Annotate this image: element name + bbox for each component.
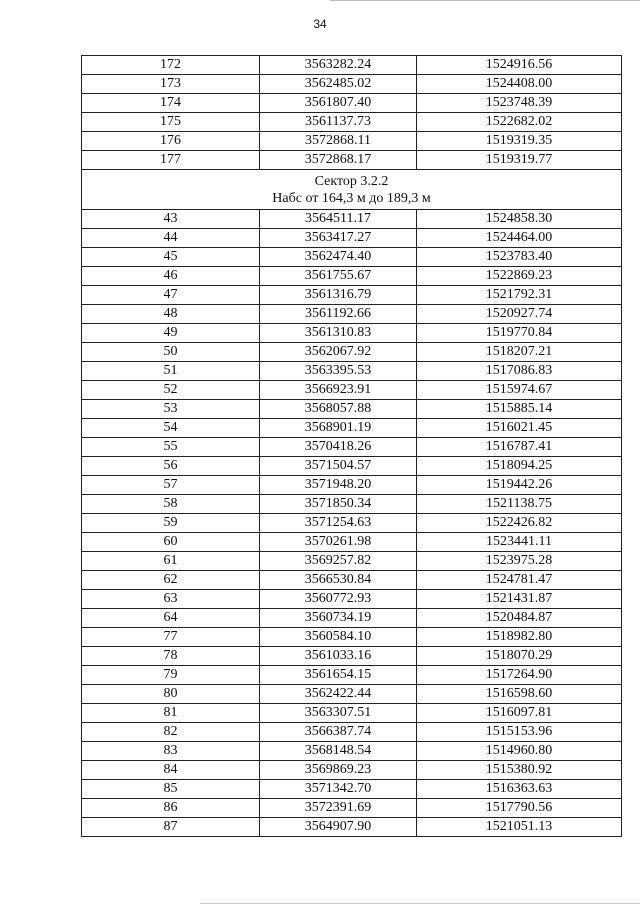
x-coordinate-cell: 3566923.91 [260,381,417,400]
table-row [82,419,622,438]
y-coordinate-cell: 1518982.80 [417,628,622,647]
x-coordinate-cell: 3561310.83 [260,324,417,343]
table-row [82,533,622,552]
point-number-cell: 44 [82,229,260,248]
table-row [82,400,622,419]
point-number-cell: 51 [82,362,260,381]
y-coordinate-cell: 1515885.14 [417,400,622,419]
table-row [82,647,622,666]
y-coordinate-cell: 1524464.00 [417,229,622,248]
x-coordinate-cell: 3571948.20 [260,476,417,495]
table-row [82,381,622,400]
x-coordinate-cell: 3569869.23 [260,761,417,780]
y-coordinate-cell: 1522426.82 [417,514,622,533]
x-coordinate-cell: 3566387.74 [260,723,417,742]
x-coordinate-cell: 3561137.73 [260,113,417,132]
x-coordinate-cell: 3572868.17 [260,151,417,170]
table-row [82,685,622,704]
y-coordinate-cell: 1521051.13 [417,818,622,837]
table-row [82,552,622,571]
x-coordinate-cell: 3561654.15 [260,666,417,685]
x-coordinate-cell: 3563307.51 [260,704,417,723]
y-coordinate-cell: 1524408.00 [417,75,622,94]
point-number-cell: 82 [82,723,260,742]
table-row [82,742,622,761]
sector-subtitle: Набс от 164,3 м до 189,3 м [272,190,431,206]
point-number-cell: 63 [82,590,260,609]
x-coordinate-cell: 3569257.82 [260,552,417,571]
table-row [82,723,622,742]
x-coordinate-cell: 3568057.88 [260,400,417,419]
table-row [82,628,622,647]
y-coordinate-cell: 1516787.41 [417,438,622,457]
point-number-cell: 49 [82,324,260,343]
y-coordinate-cell: 1518207.21 [417,343,622,362]
scan-edge-bottom [200,903,640,904]
x-coordinate-cell: 3568901.19 [260,419,417,438]
y-coordinate-cell: 1516598.60 [417,685,622,704]
point-number-cell: 52 [82,381,260,400]
y-coordinate-cell: 1524781.47 [417,571,622,590]
point-number-cell: 83 [82,742,260,761]
point-number-cell: 175 [82,113,260,132]
table-row [82,457,622,476]
y-coordinate-cell: 1517086.83 [417,362,622,381]
x-coordinate-cell: 3570418.26 [260,438,417,457]
point-number-cell: 81 [82,704,260,723]
table-row [82,56,622,75]
point-number-cell: 47 [82,286,260,305]
y-coordinate-cell: 1520484.87 [417,609,622,628]
x-coordinate-cell: 3568148.54 [260,742,417,761]
table-row [82,75,622,94]
y-coordinate-cell: 1514960.80 [417,742,622,761]
x-coordinate-cell: 3562474.40 [260,248,417,267]
point-number-cell: 43 [82,210,260,229]
point-number-cell: 87 [82,818,260,837]
y-coordinate-cell: 1517790.56 [417,799,622,818]
y-coordinate-cell: 1522869.23 [417,267,622,286]
y-coordinate-cell: 1519319.77 [417,151,622,170]
y-coordinate-cell: 1515380.92 [417,761,622,780]
x-coordinate-cell: 3562422.44 [260,685,417,704]
scan-edge-top [330,0,640,1]
y-coordinate-cell: 1518070.29 [417,647,622,666]
point-number-cell: 77 [82,628,260,647]
sector-header-row [82,170,622,210]
point-number-cell: 57 [82,476,260,495]
point-number-cell: 62 [82,571,260,590]
x-coordinate-cell: 3561807.40 [260,94,417,113]
x-coordinate-cell: 3563395.53 [260,362,417,381]
table-row [82,210,622,229]
point-number-cell: 80 [82,685,260,704]
x-coordinate-cell: 3564511.17 [260,210,417,229]
x-coordinate-cell: 3560584.10 [260,628,417,647]
table-row [82,571,622,590]
x-coordinate-cell: 3564907.90 [260,818,417,837]
point-number-cell: 59 [82,514,260,533]
sector-title: Сектор 3.2.2 [314,173,389,189]
table-row [82,305,622,324]
point-number-cell: 54 [82,419,260,438]
x-coordinate-cell: 3560772.93 [260,590,417,609]
y-coordinate-cell: 1516097.81 [417,704,622,723]
point-number-cell: 48 [82,305,260,324]
x-coordinate-cell: 3571850.34 [260,495,417,514]
x-coordinate-cell: 3571254.63 [260,514,417,533]
x-coordinate-cell: 3572868.11 [260,132,417,151]
table-row [82,761,622,780]
y-coordinate-cell: 1519442.26 [417,476,622,495]
point-number-cell: 61 [82,552,260,571]
point-number-cell: 176 [82,132,260,151]
table-row [82,94,622,113]
x-coordinate-cell: 3561316.79 [260,286,417,305]
y-coordinate-cell: 1521792.31 [417,286,622,305]
point-number-cell: 85 [82,780,260,799]
x-coordinate-cell: 3570261.98 [260,533,417,552]
page-number: 34 [313,17,327,31]
table-row [82,666,622,685]
point-number-cell: 177 [82,151,260,170]
point-number-cell: 53 [82,400,260,419]
table-row [82,799,622,818]
table-row [82,818,622,837]
y-coordinate-cell: 1515153.96 [417,723,622,742]
sector-header-cell [82,170,622,210]
point-number-cell: 84 [82,761,260,780]
point-number-cell: 46 [82,267,260,286]
table-body-bottom [82,210,622,837]
y-coordinate-cell: 1517264.90 [417,666,622,685]
table-row [82,704,622,723]
table-row [82,229,622,248]
x-coordinate-cell: 3561755.67 [260,267,417,286]
x-coordinate-cell: 3571504.57 [260,457,417,476]
table-row [82,151,622,170]
x-coordinate-cell: 3572391.69 [260,799,417,818]
point-number-cell: 79 [82,666,260,685]
point-number-cell: 56 [82,457,260,476]
x-coordinate-cell: 3563282.24 [260,56,417,75]
table-row [82,609,622,628]
table-row [82,362,622,381]
table-row [82,590,622,609]
point-number-cell: 50 [82,343,260,362]
point-number-cell: 86 [82,799,260,818]
x-coordinate-cell: 3561033.16 [260,647,417,666]
table-row [82,248,622,267]
point-number-cell: 58 [82,495,260,514]
x-coordinate-cell: 3560734.19 [260,609,417,628]
y-coordinate-cell: 1518094.25 [417,457,622,476]
table-row [82,495,622,514]
y-coordinate-cell: 1519770.84 [417,324,622,343]
x-coordinate-cell: 3566530.84 [260,571,417,590]
table-row [82,476,622,495]
y-coordinate-cell: 1523441.11 [417,533,622,552]
table-row [82,343,622,362]
y-coordinate-cell: 1523783.40 [417,248,622,267]
point-number-cell: 172 [82,56,260,75]
table-row [82,267,622,286]
x-coordinate-cell: 3571342.70 [260,780,417,799]
y-coordinate-cell: 1523748.39 [417,94,622,113]
point-number-cell: 173 [82,75,260,94]
coordinates-table [81,55,622,837]
point-number-cell: 45 [82,248,260,267]
y-coordinate-cell: 1515974.67 [417,381,622,400]
point-number-cell: 174 [82,94,260,113]
x-coordinate-cell: 3561192.66 [260,305,417,324]
table-body-top [82,56,622,170]
y-coordinate-cell: 1516363.63 [417,780,622,799]
x-coordinate-cell: 3563417.27 [260,229,417,248]
table-row [82,132,622,151]
point-number-cell: 55 [82,438,260,457]
table-row [82,324,622,343]
y-coordinate-cell: 1522682.02 [417,113,622,132]
y-coordinate-cell: 1519319.35 [417,132,622,151]
table-row [82,780,622,799]
y-coordinate-cell: 1523975.28 [417,552,622,571]
y-coordinate-cell: 1524858.30 [417,210,622,229]
point-number-cell: 64 [82,609,260,628]
x-coordinate-cell: 3562485.02 [260,75,417,94]
table-row [82,286,622,305]
table-row [82,514,622,533]
y-coordinate-cell: 1520927.74 [417,305,622,324]
x-coordinate-cell: 3562067.92 [260,343,417,362]
y-coordinate-cell: 1516021.45 [417,419,622,438]
table-row [82,438,622,457]
y-coordinate-cell: 1521431.87 [417,590,622,609]
y-coordinate-cell: 1521138.75 [417,495,622,514]
point-number-cell: 60 [82,533,260,552]
table-row [82,113,622,132]
point-number-cell: 78 [82,647,260,666]
y-coordinate-cell: 1524916.56 [417,56,622,75]
sector-header-body [82,170,622,210]
